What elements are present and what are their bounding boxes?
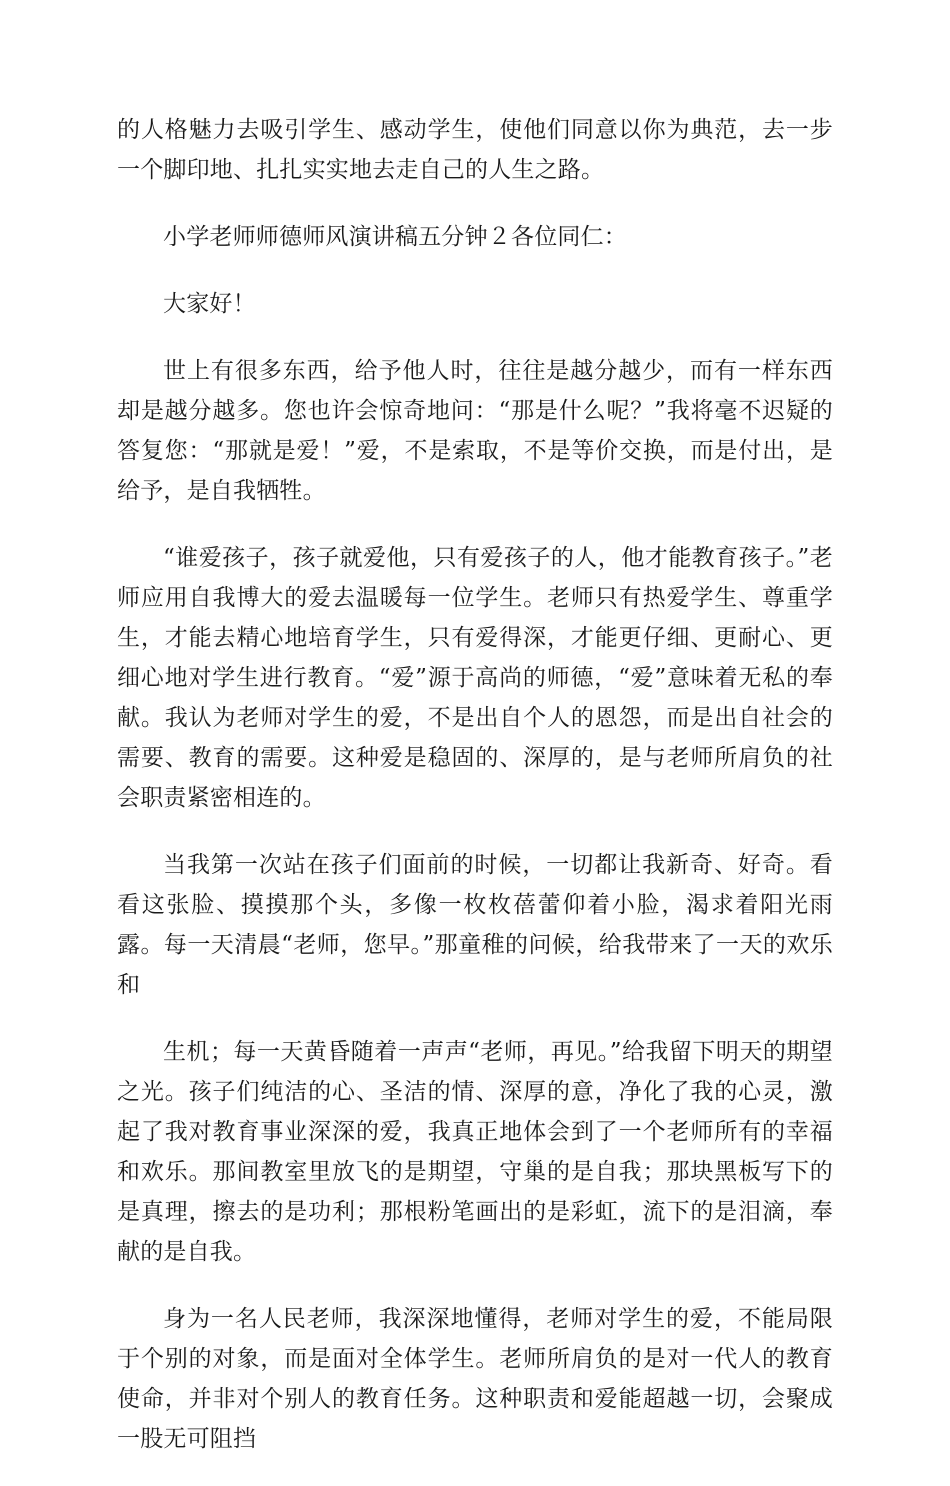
paragraph-greeting: 大家好！ bbox=[163, 291, 256, 317]
paragraph: 生机；每一天黄昏随着一声声“老师，再见。”给我留下明天的期望之光。孩子们纯洁的心、圣洁的情、深厚的意，净化了我的心灵，激起了我对教育事业深深的爱，我真正地体会到了一个老师所有的幸福和欢乐。那间教室里放飞的是期望，守巢的是自我；那块黑板写下的是真理，擦去的是功利；那根粉笔画出的是彩虹，流下的是泪滴，奉献的是自我。 bbox=[117, 1039, 833, 1265]
paragraph: 当我第一次站在孩子们面前的时候，一切都让我新奇、好奇。看看这张脸、摸摸那个头，多像一枚枚蓓蕾仰着小脸，渴求着阳光雨露。每一天清晨“老师，您早。”那童稚的问候，给我带来了一天的欢乐和 bbox=[117, 852, 833, 998]
paragraph: “谁爱孩子，孩子就爱他，只有爱孩子的人，他才能教育孩子。”老师应用自我博大的爱去温暖每一位学生。老师只有热爱学生、尊重学生，才能去精心地培育学生，只有爱得深，才能更仔细、更耐心、更细心地对学生进行教育。“爱”源于高尚的师德，“爱”意味着无私的奉献。我认为老师对学生的爱，不是出自个人的恩怨，而是出自社会的需要、教育的需要。这种爱是稳固的、深厚的，是与老师所肩负的社会职责紧密相连的。 bbox=[117, 545, 833, 811]
paragraph: 世上有很多东西，给予他人时，往往是越分越少，而有一样东西却是越分越多。您也许会惊奇地问：“那是什么呢？”我将毫不迟疑的答复您：“那就是爱！”爱，不是索取，不是等价交换，而是付出，是给予，是自我牺牲。 bbox=[117, 358, 833, 504]
document-body bbox=[117, 110, 833, 1486]
paragraph-continuation: 的人格魅力去吸引学生、感动学生，使他们同意以你为典范，去一步一个脚印地、扎扎实实地去走自己的人生之路。 bbox=[117, 117, 833, 183]
paragraph-heading: 小学老师师德师风演讲稿五分钟２各位同仁： bbox=[163, 224, 627, 250]
paragraph: 身为一名人民老师，我深深地懂得，老师对学生的爱，不能局限于个别的对象，而是面对全体学生。老师所肩负的是对一代人的教育使命，并非对个别人的教育任务。这种职责和爱能超越一切，会聚成一股无可阻挡 bbox=[117, 1306, 833, 1452]
